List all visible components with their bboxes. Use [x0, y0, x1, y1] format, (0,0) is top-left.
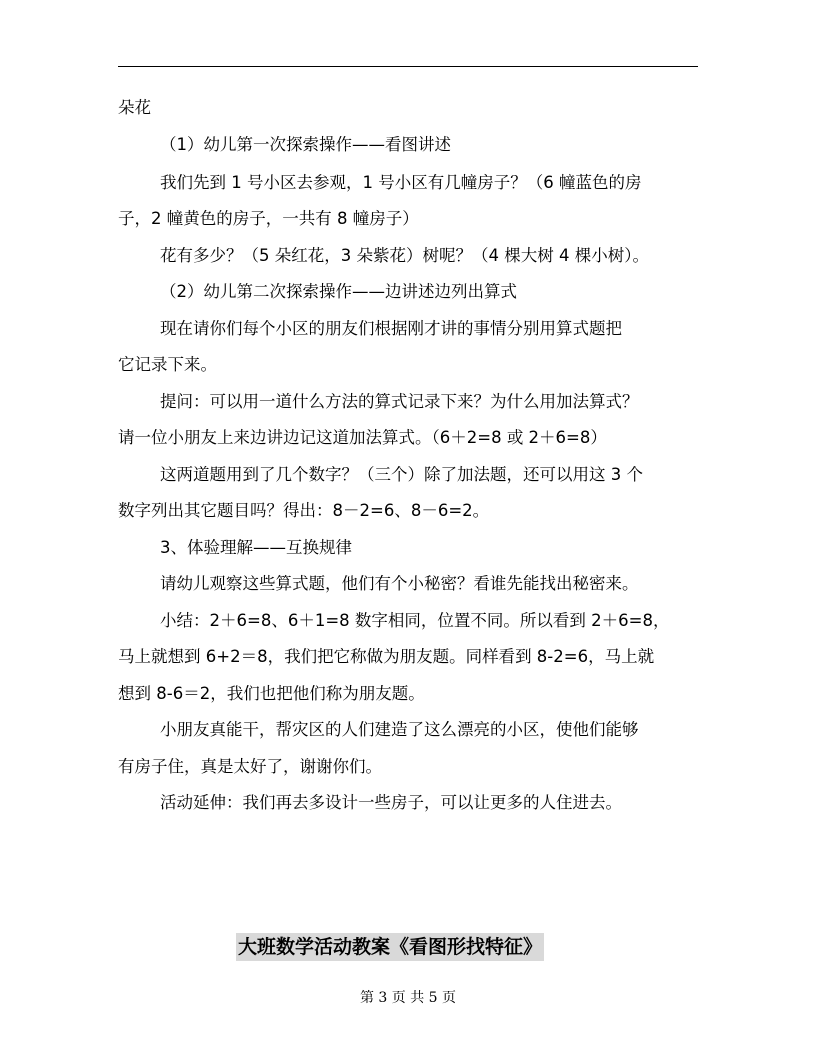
text-line: 请幼儿观察这些算式题，他们有个小秘密？看谁先能找出秘密来。: [160, 574, 639, 593]
text-line: 现在请你们每个小区的朋友们根据刚才讲的事情分别用算式题把: [160, 319, 622, 338]
text-line: 有房子住，真是太好了，谢谢你们。: [118, 757, 382, 776]
next-lesson-title: 大班数学活动教案《看图形找特征》: [236, 933, 544, 961]
text-line: 想到 8-6＝2，我们也把他们称为朋友题。: [118, 684, 425, 703]
text-line: 花有多少？（5 朵红花，3 朵紫花）树呢？（4 棵大树 4 棵小树）。: [160, 246, 649, 265]
subsection-heading: 3、体验理解——互换规律: [160, 538, 352, 557]
text-line: 它记录下来。: [118, 355, 217, 374]
subsection-heading: （1）幼儿第一次探索操作——看图讲述: [160, 135, 451, 154]
text-line: 活动延伸：我们再去多设计一些房子，可以让更多的人住进去。: [160, 793, 622, 812]
header-rule: [118, 66, 698, 67]
text-line: 提问：可以用一道什么方法的算式记录下来？为什么用加法算式？: [160, 392, 639, 411]
page-number-footer: 第 3 页 共 5 页: [359, 990, 457, 1006]
text-line: 小朋友真能干，帮灾区的人们建造了这么漂亮的小区，使他们能够: [160, 720, 639, 739]
text-line: 请一位小朋友上来边讲边记这道加法算式。（6＋2=8 或 2＋6=8）: [118, 428, 607, 447]
text-line: 子，2 幢黄色的房子，一共有 8 幢房子）: [118, 209, 419, 228]
text-line: 我们先到 1 号小区去参观，1 号小区有几幢房子？（6 幢蓝色的房: [160, 173, 642, 192]
text-line: 朵花: [118, 98, 151, 117]
text-line: 马上就想到 6+2＝8，我们把它称做为朋友题。同样看到 8-2=6，马上就: [118, 647, 655, 666]
text-line: 小结：2＋6=8、6＋1=8 数字相同，位置不同。所以看到 2＋6=8，: [160, 611, 670, 630]
text-line: 这两道题用到了几个数字？（三个）除了加法题，还可以用这 3 个: [160, 465, 643, 484]
text-line: 数字列出其它题目吗？得出：8－2=6、8－6=2。: [118, 501, 490, 520]
subsection-heading: （2）幼儿第二次探索操作——边讲述边列出算式: [160, 282, 517, 301]
